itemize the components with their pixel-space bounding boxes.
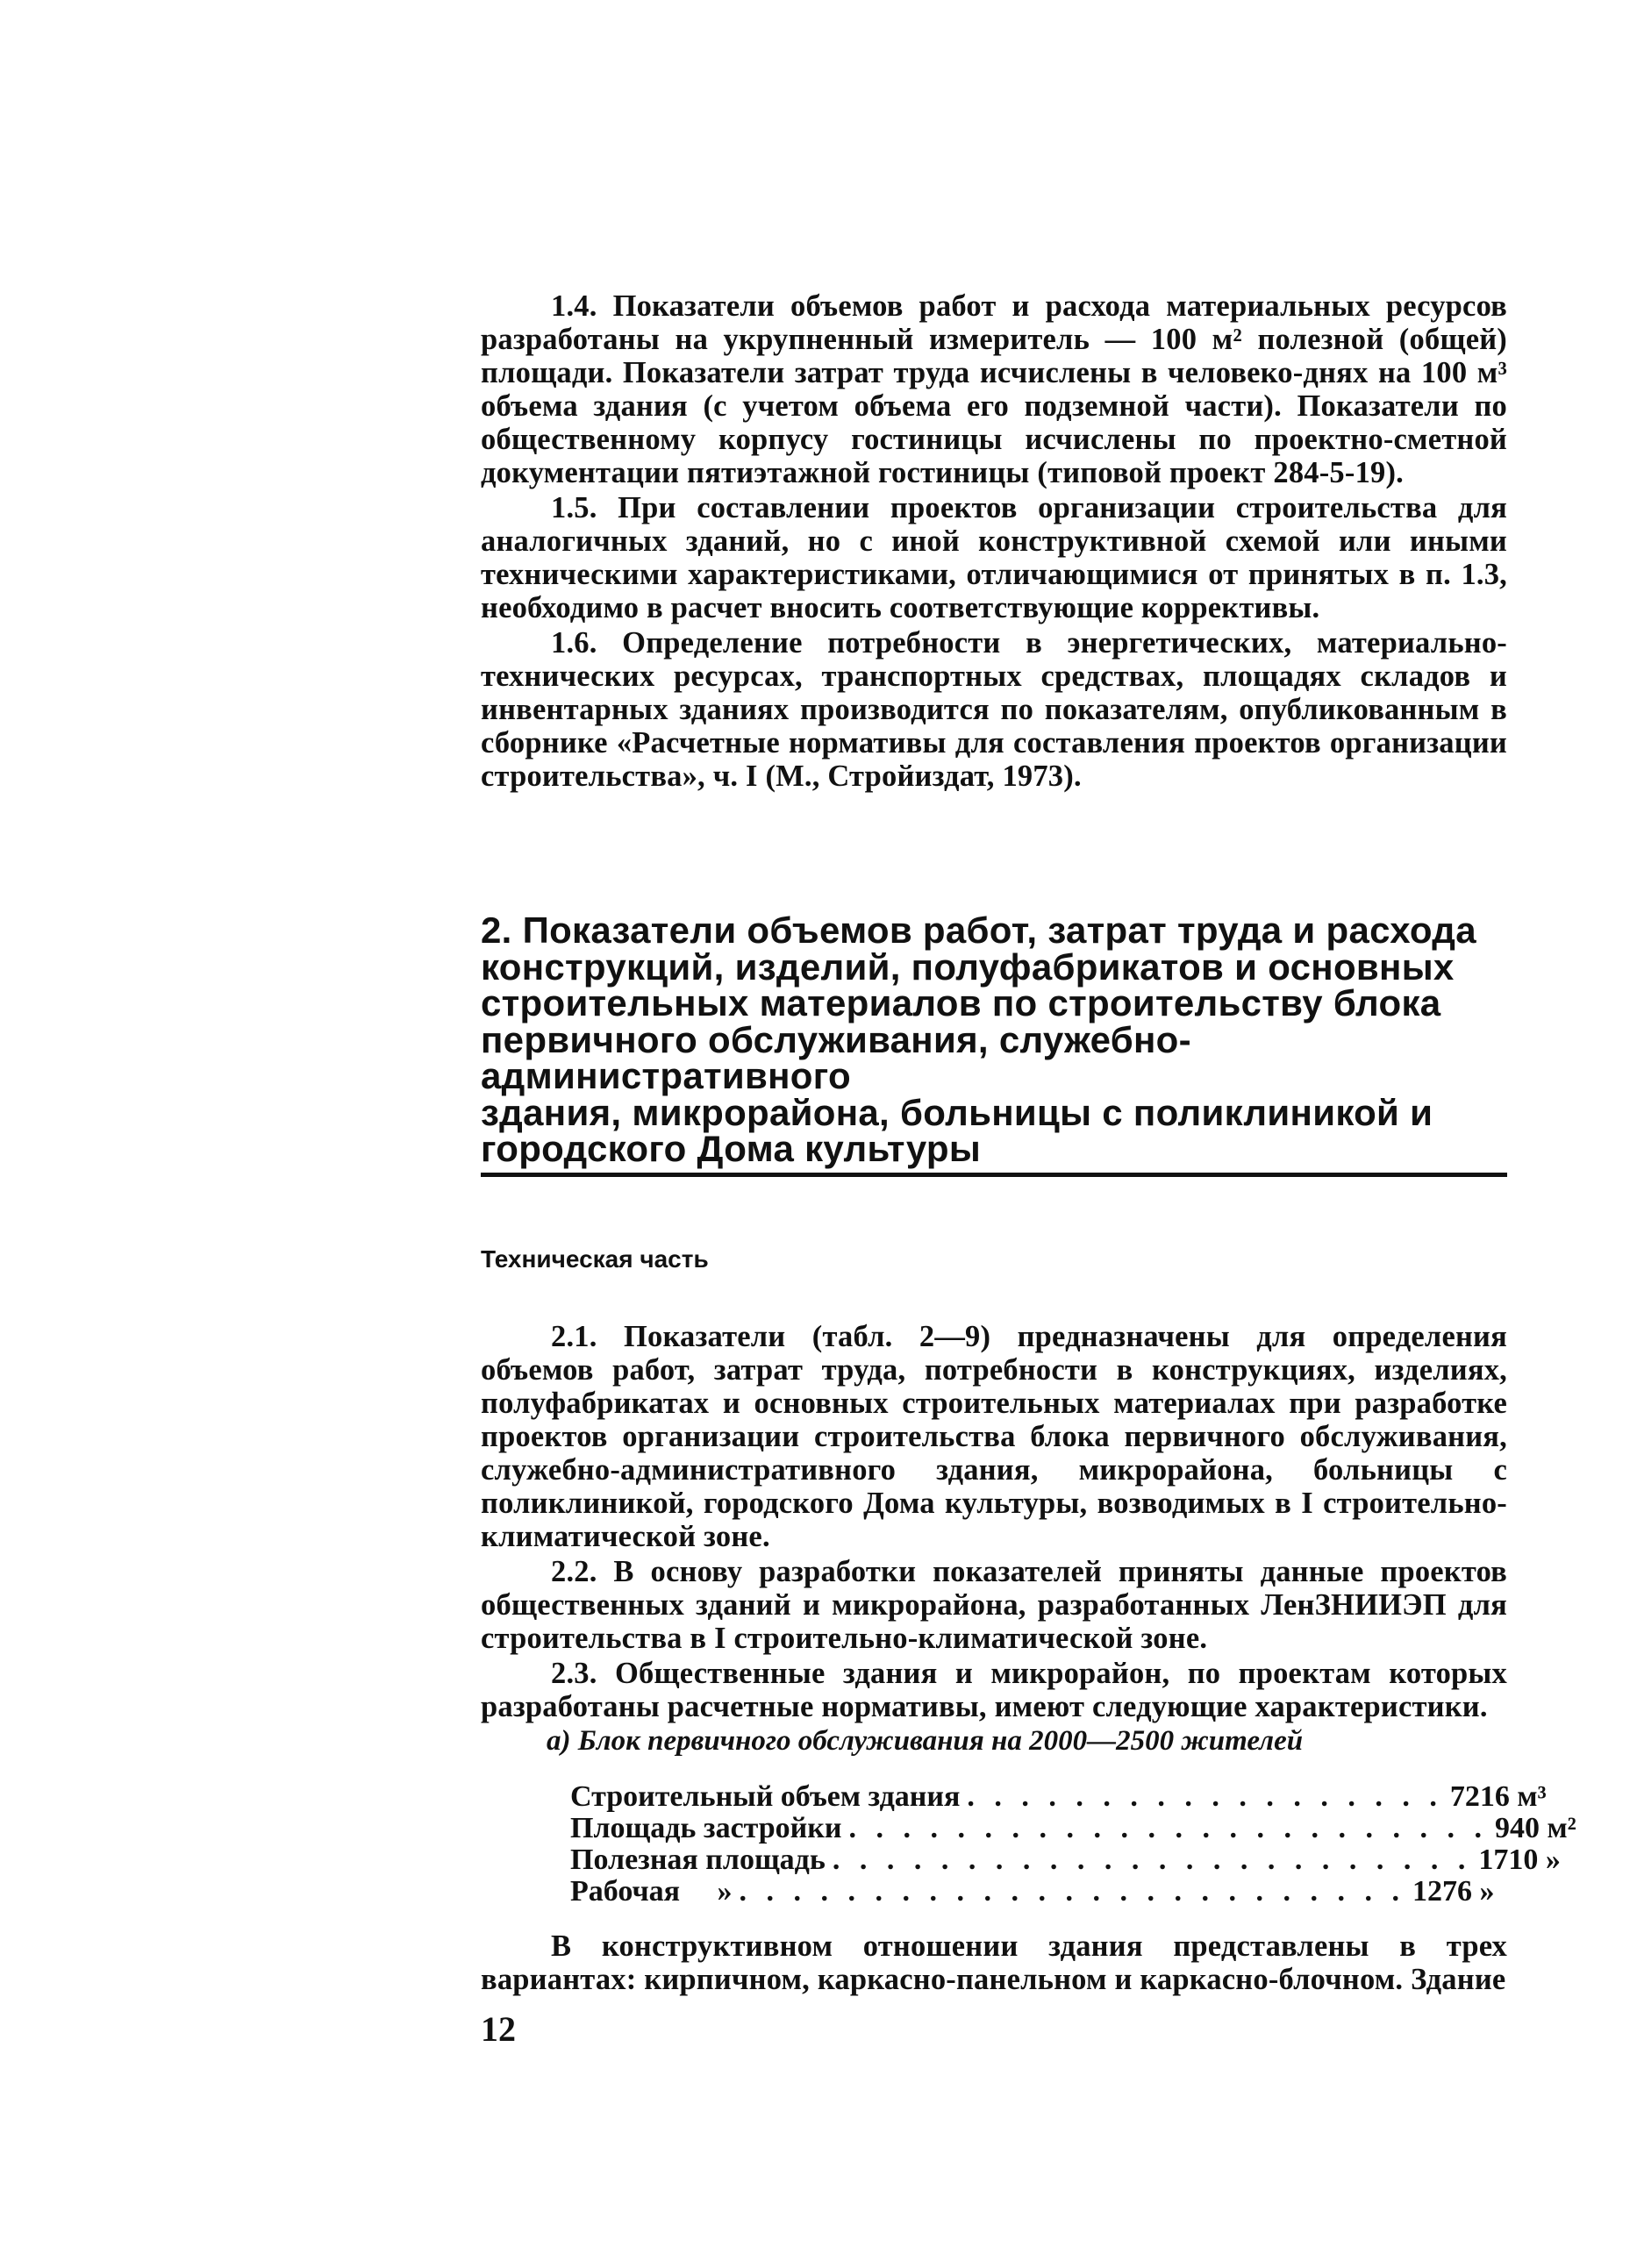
building-specs-list: [570, 1780, 1576, 1908]
heading-line: строительных материалов по строительству блока: [481, 982, 1441, 1023]
section-2-text: [481, 1320, 1576, 1908]
heading-line: городского Дома культуры: [481, 1128, 982, 1169]
paragraph-2-1: 2.1. Показатели (табл. 2—9) предназначены для определения объемов работ, затрат труда, потребности в конструкциях, изделиях, полуфабрикатах и основных строительных материалах при разработке проектов организации строительства блока первичного обслуживания, служебно-административного здания, микрорайона, больницы с поликлиникой, городского Дома культуры, возводимых в I строительно-климатической зоне.: [481, 1320, 1507, 1553]
section-1-text: [481, 289, 1507, 793]
paragraph-1-4: 1.4. Показатели объемов работ и расхода материальных ресурсов разработаны на укрупненный измеритель — 100 м² полезной (общей) площади. Показатели затрат труда исчислены в человеко-днях на 100 м³ объема здания (с учетом объема его подземной части). Показатели по общественному корпусу гостиницы исчислены по проектно-сметной документации пятиэтажной гостиницы (типовой проект 284-5-19).: [481, 289, 1507, 489]
paragraph-1-6: 1.6. Определение потребности в энергетических, материально-технических ресурсах, транспортных средствах, площадях складов и инвентарных зданиях производится по показателям, опубликованным в сборнике «Расчетные нормативы для составления проектов организации строительства», ч. I (М., Стройиздат, 1973).: [481, 626, 1507, 793]
spec-label: Строительный объем здания: [570, 1780, 961, 1813]
page-number: 12: [481, 2009, 516, 2049]
spec-label: Рабочая »: [570, 1875, 733, 1908]
paragraph-1-5: 1.5. При составлении проектов организации строительства для аналогичных зданий, но с иной конструктивной схемой или иными техническими характеристиками, отличающимися от принятых в п. 1.3, необходимо в расчет вносить соответствующие коррективы.: [481, 491, 1507, 624]
spec-row: [570, 1844, 1561, 1876]
leader-dots: . . . . . . . . . . . . . . . . . . . . . . . .: [848, 1812, 1488, 1844]
heading-line: 2. Показатели объемов работ, затрат труда и расхода: [481, 909, 1476, 951]
spec-label: Полезная площадь: [570, 1844, 826, 1876]
section-2-heading: [481, 909, 1507, 1177]
paragraph-2-2: 2.2. В основу разработки показателей приняты данные проектов общественных зданий и микрорайона, разработанных ЛенЗНИИЭП для строительства в I строительно-климатической зоне.: [481, 1555, 1507, 1655]
leader-dots: . . . . . . . . . . . . . . . . . .: [967, 1780, 1443, 1813]
leader-dots: . . . . . . . . . . . . . . . . . . . . . . . .: [832, 1844, 1472, 1876]
technical-part-subheading: Техническая часть: [481, 1245, 709, 1273]
section-2-continuation: [481, 1929, 1507, 1996]
spec-label: Площадь застройки: [570, 1812, 842, 1844]
closing-paragraph: В конструктивном отношении здания представлены в трех вариантах: кирпичном, каркасно-панельном и каркасно-блочном. Здание: [481, 1929, 1507, 1996]
item-a-heading: а) Блок первичного обслуживания на 2000—2500 жителей: [547, 1725, 1304, 1757]
spec-value: 1276 »: [1412, 1875, 1495, 1908]
spec-value: 7216 м³: [1449, 1780, 1547, 1813]
paragraph-2-3: 2.3. Общественные здания и микрорайон, по проектам которых разработаны расчетные нормативы, имеют следующие характеристики.: [481, 1657, 1507, 1723]
spec-row: [570, 1780, 1547, 1813]
heading-line: первичного обслуживания, служебно-административного: [481, 1018, 1191, 1096]
spec-value: 1710 »: [1478, 1844, 1561, 1876]
spec-value: 940 м²: [1494, 1812, 1576, 1844]
leader-dots: . . . . . . . . . . . . . . . . . . . . . . . . .: [739, 1875, 1406, 1908]
spec-row: [570, 1812, 1576, 1844]
spec-row: [570, 1875, 1495, 1908]
heading-line: здания, микрорайона, больницы с поликлиникой и: [481, 1091, 1433, 1133]
heading-line: конструкций, изделий, полуфабрикатов и основных: [481, 945, 1455, 988]
